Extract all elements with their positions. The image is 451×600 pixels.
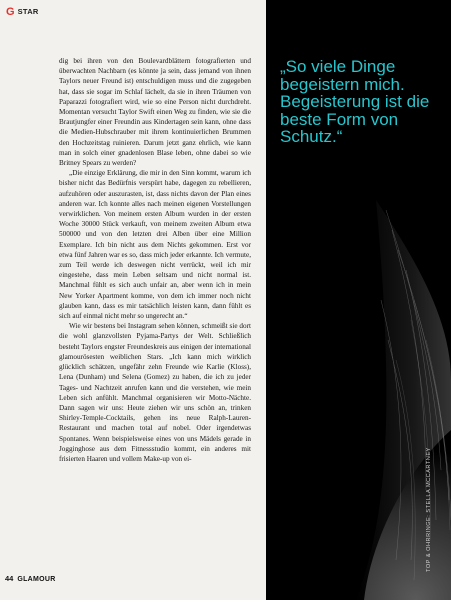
section-label: STAR <box>17 7 39 16</box>
pull-quote: „So viele Dinge begeistern mich. Begeisterung ist die beste Form von Schutz.“ <box>280 57 430 146</box>
page-number: 44 <box>5 574 14 583</box>
magazine-name: GLAMOUR <box>17 576 56 583</box>
page-footer <box>5 574 56 583</box>
article-paragraph: „Die einzige Erklärung, die mir in den Sinn kommt, warum ich bisher nicht das Bedürfnis verspürt habe, dagegen zu rebellieren, aufzuhören oder auszurasten, ist, dass nichts davon der Plan eines anderen war. Ich konnte alles nach meinen eigenen Vorstellungen verwirklichen. Von meinem ersten Album wurden in der ersten Woche 30000 Stück verkauft, von meinem zweiten Album etwa 500000 und von den letzten drei Alben über eine Million Exemplare. Ich bin nicht aus dem Nichts gekommen. Erst vor etwa fünf Jahren war es so, dass mich jeder erkannte. Ich vermute, zum Teil werde ich deswegen nicht verrückt, weil ich mir eingestehe, dass mein Leben seltsam und nicht normal ist. Manchmal fühlt es sich auch unfair an, aber wenn ich in mein New Yorker Apartment komme, von dem ich immer noch nicht glauben kann, dass es mir tatsächlich leisten kann, dann fühlt es sich auf einmal nicht mehr so ungerecht an.“ <box>59 169 251 321</box>
portrait-photo <box>266 0 451 600</box>
article-paragraph: dig bei ihren von den Boulevardblättern fotografierten und überwachten Nachbarn (es könnte ja sein, dass jemand von ihnen Taylors neuer Freund ist) entschuldigen muss und die zugegeben hat, dass sie sogar im Schlaf lächelt, da sie in ihren Träumen von Paparazzi fotografiert wird, wie so eine Person nicht durchdreht. Momentan versucht Taylor Swift einen Weg zu finden, wie sie die Brautjungfer einer Freundin aus Kindertagen sein kann, ohne dass die Medien-Hubschrauber mit ihrem kontinuierlichen Brummen den Hochzeitstag ruinieren. Darum jetzt ganz ehrlich, wie kann man in solch einer gnadenlosen Blase leben, ohne dabei so wie Britney Spears zu werden? <box>59 57 251 168</box>
article-body <box>59 56 251 556</box>
article-paragraph: Wie wir bestens bei Instagram sehen können, schmeißt sie dort die wohl glanzvollsten Pyjama-Partys der Welt. Schließlich besteht Taylors engster Freundeskreis aus einigen der international glamourösesten weiblichen Stars. „Ich kann mich wirklich glücklich schätzen, ungefähr zehn Freunde wie Karlie (Kloss), Lena (Dunham) und Selena (Gomez) zu haben, die ich zu jeder Tages- und Nachtzeit anrufen kann und die verstehen, wie mein Leben sich anfühlt. Manchmal organisieren wir Motto-Nächte. Dann sagen wir uns: Heute ziehen wir uns schön an, trinken Shirley-Temple-Cocktails, gehen ins neue Ralph-Lauren-Restaurant und machen total auf nobel. Oder irgendetwas Spontanes. Wenn beispielsweise eines von uns Mädels gerade in Jogginghose aus dem Fitnessstudio kommt, ein anderes mit frisierten Haaren und vollem Make-up von ei- <box>59 322 251 463</box>
glamour-g-logo: G <box>6 6 15 18</box>
section-header <box>6 6 39 18</box>
photo-credit-anchor <box>426 447 436 582</box>
photo-credit: TOP & OHRRINGE: STELLA MCCARTNEY <box>426 447 432 572</box>
